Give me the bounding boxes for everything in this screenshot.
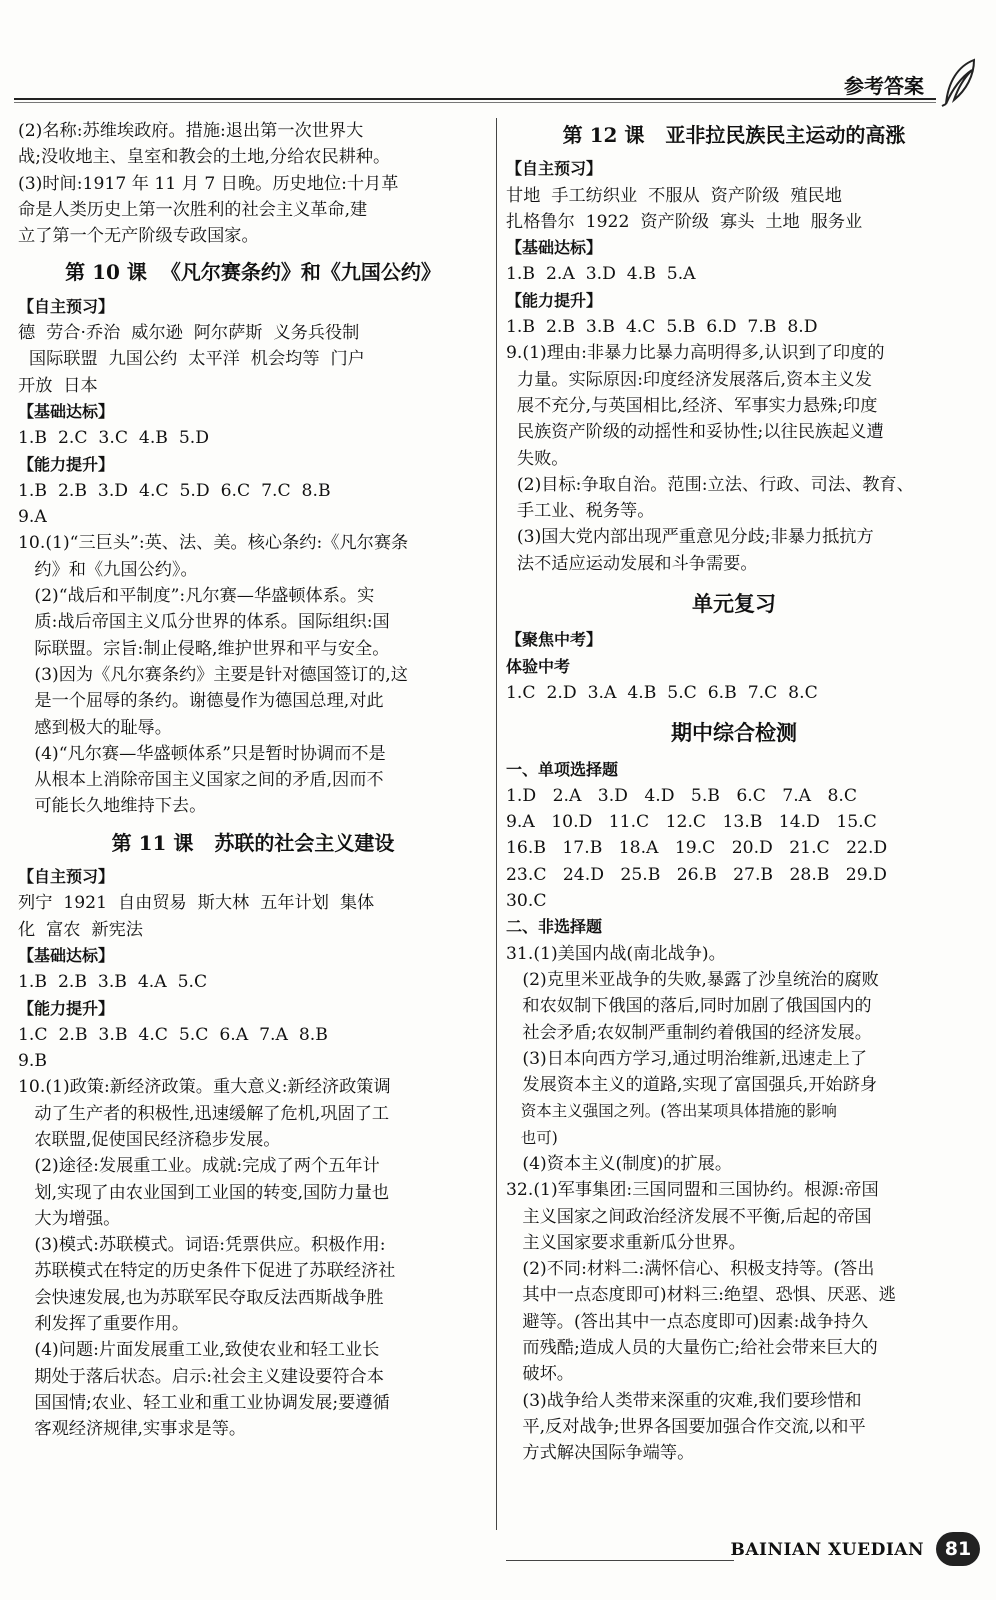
mc-label: 一、单项选择题 [506, 759, 619, 779]
text-line: 也可) [506, 1128, 558, 1147]
text-line: 命是人类历史上第一次胜利的社会主义革命,建 [18, 199, 368, 220]
ability-tag: 【能力提升】 [18, 998, 115, 1018]
text-line: 战;没收地主、皇室和教会的土地,分给农民耕种。 [18, 147, 391, 168]
page-header-title: 参考答案 [844, 74, 924, 98]
basic-tag: 【基础达标】 [18, 945, 115, 965]
basic-tag: 【基础达标】 [506, 238, 603, 258]
answer-line: 30.C [506, 891, 547, 912]
lesson-12-title: 第 12 课 亚非拉民族民主运动的高涨 [562, 123, 906, 147]
text-line: (2)目标:争取自治。范围:立法、行政、司法、教育、 [506, 474, 914, 495]
footer-rule [506, 1560, 734, 1561]
text-line: 发展资本主义的道路,实现了富国强兵,开始跻身 [506, 1075, 878, 1096]
answer-line: 1.B 2.C 3.C 4.B 5.D [18, 428, 210, 449]
answer-line: 1.D 2.A 3.D 4.D 5.B 6.C 7.A 8.C [506, 785, 858, 806]
answer-line: 1.C 2.D 3.A 4.B 5.C 6.B 7.C 8.C [506, 682, 818, 703]
text-line: (4)问题:片面发展重工业,致使农业和轻工业长 [18, 1340, 380, 1361]
text-line: 感到极大的耻辱。 [18, 717, 172, 738]
text-line: 展不充分,与英国相比,经济、军事实力悬殊;印度 [506, 395, 878, 416]
text-line: 避等。(答出其中一点态度即可)因素:战争持久 [506, 1311, 869, 1332]
lesson-10-title: 第 10 课 《凡尔赛条约》和《九国公约》 [65, 260, 441, 285]
lesson-11-title: 第 11 课 苏联的社会主义建设 [111, 830, 395, 855]
preview-tag: 【自主预习】 [18, 296, 115, 316]
text-line: 10.(1)“三巨头”:英、法、美。核心条约:《凡尔赛条 [18, 533, 409, 554]
text-line: 立了第一个无产阶级专政国家。 [18, 226, 259, 247]
text-line: 而残酷;造成人员的大量伤亡;给社会带来巨大的 [506, 1338, 878, 1359]
text-line: 期处于落后状态。启示:社会主义建设要符合本 [18, 1366, 384, 1387]
page-number: 81 [936, 1532, 980, 1566]
text-line: 国国情;农业、轻工业和重工业协调发展;要遵循 [18, 1392, 390, 1413]
header-rule [14, 98, 936, 100]
text-line: (3)模式:苏联模式。词语:凭票供应。积极作用: [18, 1235, 386, 1256]
text-line: 31.(1)美国内战(南北战争)。 [506, 943, 726, 964]
answer-line: 1.B 2.B 3.B 4.C 5.B 6.D 7.B 8.D [506, 317, 818, 338]
text-line: 质:战后帝国主义瓜分世界的体系。国际组织:国 [18, 612, 390, 633]
text-line: (2)名称:苏维埃政府。措施:退出第一次世界大 [18, 121, 364, 141]
answer-line: 9.A [18, 507, 47, 528]
answer-line: 1.B 2.B 3.D 4.C 5.D 6.C 7.C 8.B [18, 480, 331, 501]
midterm-title: 期中综合检测 [671, 721, 797, 746]
text-line: (3)战争给人类带来深重的灾难,我们要珍惜和 [506, 1390, 862, 1411]
l10-question-10 [18, 530, 488, 819]
header-rule-thin [14, 102, 936, 103]
answer-line: 1.C 2.B 3.B 4.C 5.C 6.A 7.A 8.B [18, 1024, 328, 1045]
text-line: 32.(1)军事集团:三国同盟和三国协约。根源:帝国 [506, 1180, 879, 1201]
text-line: (3)时间:1917 年 11 月 7 日晚。历史地位:十月革 [18, 173, 399, 194]
unit-review-title: 单元复习 [692, 592, 776, 617]
focus-tag: 【聚焦中考】 [506, 630, 603, 650]
text-line: 约》和《九国公约》。 [18, 559, 198, 580]
basic-tag: 【基础达标】 [18, 401, 115, 421]
question-31 [506, 941, 962, 1178]
footer-brand: BAINIAN XUEDIAN [730, 1540, 924, 1560]
text-line: (3)日本向西方学习,通过明治维新,迅速走上了 [506, 1048, 868, 1069]
text-line: (3)国大党内部出现严重意见分歧;非暴力抵抗方 [506, 527, 874, 548]
answer-line: 9.A 10.D 11.C 12.C 13.B 14.D 15.C [506, 812, 877, 833]
text-line: 划,实现了由农业国到工业国的转变,国防力量也 [18, 1182, 390, 1203]
text-line: 主义国家要求重新瓜分世界。 [506, 1232, 746, 1253]
lesson9-continued [18, 118, 488, 249]
ability-tag: 【能力提升】 [18, 454, 115, 474]
text-line: (2)“战后和平制度”:凡尔赛—华盛顿体系。实 [18, 586, 375, 607]
answer-line: 9.B [18, 1051, 48, 1072]
text-line: 扎格鲁尔 1922 资产阶级 寡头 土地 服务业 [506, 211, 863, 232]
text-line: 10.(1)政策:新经济政策。重大意义:新经济政策调 [18, 1077, 391, 1098]
text-line: 手工业、税务等。 [506, 501, 655, 522]
text-line: 平,反对战争;世界各国要加强合作交流,以和平 [506, 1416, 866, 1437]
text-line: (2)不同:材料二:满怀信心、积极支持等。(答出 [506, 1259, 875, 1280]
text-line: 社会矛盾;农奴制严重制约着俄国的经济发展。 [506, 1022, 872, 1043]
text-line: 甘地 手工纺织业 不服从 资产阶级 殖民地 [506, 185, 842, 206]
text-line: 农联盟,促使国民经济稳步发展。 [18, 1129, 281, 1150]
text-line: 9.(1)理由:非暴力比暴力高明得多,认识到了印度的 [506, 343, 885, 364]
text-line: 力量。实际原因:印度经济发展落后,资本主义发 [506, 369, 872, 390]
text-line: 动了生产者的积极性,迅速缓解了危机,巩固了工 [18, 1103, 390, 1124]
text-line: 资本主义强国之列。(答出某项具体措施的影响 [506, 1102, 837, 1121]
answer-line: 23.C 24.D 25.B 26.B 27.B 28.B 29.D [506, 864, 887, 885]
text-line: 利发挥了重要作用。 [18, 1314, 190, 1335]
text-line: 其中一点态度即可)材料三:绝望、恐惧、厌恶、逃 [506, 1285, 896, 1306]
text-line: 客观经济规律,实事求是等。 [18, 1419, 247, 1440]
text-line: (2)克里米亚战争的失败,暴露了沙皇统治的腐败 [506, 969, 879, 990]
text-line: 化 富农 新宪法 [18, 919, 143, 940]
text-line: 开放 日本 [18, 375, 98, 396]
text-line: 从根本上消除帝国主义国家之间的矛盾,因而不 [18, 770, 384, 791]
text-line: 法不适应运动发展和斗争需要。 [506, 553, 758, 574]
text-line: 破坏。 [506, 1364, 574, 1385]
answer-line: 1.B 2.B 3.B 4.A 5.C [18, 972, 208, 993]
text-line: 是一个屈辱的条约。谢德曼作为德国总理,对此 [18, 691, 384, 712]
l11-question-10 [18, 1074, 488, 1442]
text-line: 德 劳合·乔治 威尔逊 阿尔萨斯 义务兵役制 [18, 323, 360, 344]
feather-logo-icon [938, 56, 982, 108]
text-line: (4)“凡尔赛—华盛顿体系”只是暂时协调而不是 [18, 743, 386, 764]
text-line: 会快速发展,也为苏联军民夺取反法西斯战争胜 [18, 1287, 384, 1308]
text-line: 际联盟。宗旨:制止侵略,维护世界和平与安全。 [18, 638, 390, 659]
question-32 [506, 1177, 962, 1466]
text-line: 苏联模式在特定的历史条件下促进了苏联经济社 [18, 1261, 396, 1282]
text-line: 民族资产阶级的动摇性和妥协性;以往民族起义遭 [506, 422, 884, 443]
l12-question-9 [506, 340, 962, 577]
text-line: 大为增强。 [18, 1208, 121, 1229]
nonmc-label: 二、非选择题 [506, 917, 603, 937]
text-line: (4)资本主义(制度)的扩展。 [506, 1153, 733, 1174]
text-line: 列宁 1921 自由贸易 斯大林 五年计划 集体 [18, 893, 375, 914]
preview-tag: 【自主预习】 [18, 867, 115, 887]
text-line: (3)因为《凡尔赛条约》主要是针对德国签订的,这 [18, 664, 408, 685]
text-line: 可能长久地维持下去。 [18, 796, 207, 817]
left-column [18, 118, 488, 1443]
text-line: 方式解决国际争端等。 [506, 1443, 695, 1464]
answer-line: 1.B 2.A 3.D 4.B 5.A [506, 264, 696, 285]
answer-line: 16.B 17.B 18.A 19.C 20.D 21.C 22.D [506, 838, 888, 859]
preview-tag: 【自主预习】 [506, 159, 603, 179]
text-line: 和农奴制下俄国的落后,同时加剧了俄国国内的 [506, 996, 872, 1017]
text-line: 主义国家之间政治经济发展不平衡,后起的帝国 [506, 1206, 872, 1227]
text-line: (2)途径:发展重工业。成就:完成了两个五年计 [18, 1156, 380, 1177]
column-divider [496, 118, 497, 1530]
text-line: 国际联盟 九国公约 太平洋 机会均等 门户 [18, 349, 365, 370]
text-line: 失败。 [506, 448, 569, 469]
experience-label: 体验中考 [506, 656, 571, 676]
ability-tag: 【能力提升】 [506, 290, 603, 310]
right-column [506, 118, 962, 1467]
